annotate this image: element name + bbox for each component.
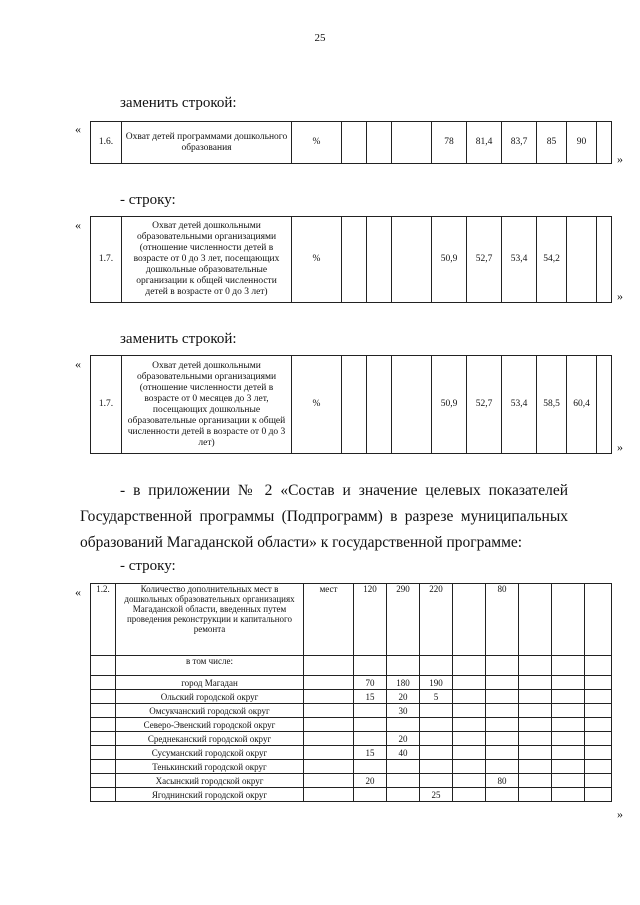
value-cell: 25 (420, 788, 453, 802)
indicator-name: Количество дополнительных мест в дошкольных образовательных организациях Магаданской области, введенных путем проведения реконструкции и капитального ремонта (116, 584, 304, 656)
value-cell (420, 760, 453, 774)
open-quote-2: « (75, 218, 81, 232)
value-cell: 81,4 (467, 122, 502, 164)
value-cell (453, 732, 486, 746)
value-cell (552, 760, 585, 774)
value-cell (486, 676, 519, 690)
municipality-name: Северо-Эвенский городской округ (116, 718, 304, 732)
value-cell (387, 774, 420, 788)
value-cell (552, 690, 585, 704)
value-cell: 90 (567, 122, 597, 164)
municipality-name: Среднеканский городской округ (116, 732, 304, 746)
value-cell (585, 746, 612, 760)
body-paragraph (80, 478, 568, 556)
value-cell (585, 718, 612, 732)
value-cell (519, 704, 552, 718)
value-cell (486, 746, 519, 760)
indicator-name: Охват детей дошкольными образовательными организациями (отношение численности детей в возрасте от 0 месяцев до 3 лет, посещающих дошкольные образовательные организации к общей численности детей в возрасте от 0 до 3 лет) (122, 356, 292, 454)
value-cell (453, 584, 486, 656)
value-cell (453, 788, 486, 802)
value-cell (420, 718, 453, 732)
row-number: 1.7. (91, 356, 122, 454)
value-cell (519, 676, 552, 690)
value-cell (453, 704, 486, 718)
unit-cell: мест (304, 584, 354, 656)
value-cell (597, 217, 612, 303)
value-cell (486, 704, 519, 718)
value-cell (519, 584, 552, 656)
value-cell (387, 788, 420, 802)
value-cell (567, 217, 597, 303)
value-cell: 58,5 (537, 356, 567, 454)
value-cell: 30 (387, 704, 420, 718)
replace-line-label-1: заменить строкой: (120, 95, 237, 111)
value-cell (597, 122, 612, 164)
table-row (91, 746, 612, 760)
value-cell (453, 760, 486, 774)
value-cell: 80 (486, 774, 519, 788)
sub-label: в том числе: (116, 656, 304, 676)
value-cell: 180 (387, 676, 420, 690)
page-number: 25 (314, 32, 326, 44)
value-cell (420, 746, 453, 760)
value-cell: 20 (387, 690, 420, 704)
value-cell (486, 718, 519, 732)
value-cell (585, 704, 612, 718)
value-cell (552, 584, 585, 656)
municipality-name: Омсукчанский городской округ (116, 704, 304, 718)
value-cell (420, 732, 453, 746)
value-cell (453, 676, 486, 690)
value-cell: 20 (387, 732, 420, 746)
value-cell (585, 732, 612, 746)
close-quote-4: » (617, 807, 623, 821)
value-cell: 290 (387, 584, 420, 656)
value-cell (585, 690, 612, 704)
indicator-table-1 (90, 121, 612, 164)
table-row (91, 704, 612, 718)
close-quote-3: » (617, 440, 623, 454)
value-cell (354, 718, 387, 732)
value-cell (552, 774, 585, 788)
value-cell (420, 774, 453, 788)
indicator-table-3 (90, 355, 612, 454)
municipality-name: Ягоднинский городской округ (116, 788, 304, 802)
value-cell (519, 760, 552, 774)
paragraph-line: - в приложении № 2 «Состав и значение целевых показателей (120, 482, 568, 499)
value-cell: 78 (432, 122, 467, 164)
value-cell (367, 217, 392, 303)
municipality-name: Ольский городской округ (116, 690, 304, 704)
paragraph-line: образований Магаданской области» к государственной программе: (80, 534, 523, 551)
value-cell: 52,7 (467, 217, 502, 303)
municipality-name: Сусуманский городской округ (116, 746, 304, 760)
value-cell: 53,4 (502, 217, 537, 303)
value-cell: 54,2 (537, 217, 567, 303)
value-cell: 220 (420, 584, 453, 656)
value-cell (552, 746, 585, 760)
value-cell (519, 690, 552, 704)
close-quote-1: » (617, 152, 623, 166)
table-row (91, 774, 612, 788)
value-cell: 85 (537, 122, 567, 164)
value-cell (552, 718, 585, 732)
open-quote-3: « (75, 357, 81, 371)
indicator-name: Охват детей дошкольными образовательными организациями (отношение численности детей в возрасте от 0 до 3 лет, посещающих дошкольные образовательные организации к общей численности детей в возрасте от 0 до 3 лет) (122, 217, 292, 303)
value-cell: 15 (354, 690, 387, 704)
row-number: 1.7. (91, 217, 122, 303)
value-cell (342, 122, 367, 164)
value-cell (453, 746, 486, 760)
value-cell (420, 704, 453, 718)
line-label-2: - строку: (120, 558, 176, 574)
value-cell (342, 217, 367, 303)
open-quote-1: « (75, 122, 81, 136)
value-cell (367, 122, 392, 164)
table-row (91, 732, 612, 746)
unit-cell: % (292, 356, 342, 454)
row-number: 1.6. (91, 122, 122, 164)
value-cell: 70 (354, 676, 387, 690)
value-cell (585, 760, 612, 774)
value-cell (453, 690, 486, 704)
value-cell (354, 704, 387, 718)
value-cell (342, 356, 367, 454)
value-cell: 50,9 (432, 217, 467, 303)
value-cell (354, 788, 387, 802)
value-cell: 52,7 (467, 356, 502, 454)
indicator-table-2 (90, 216, 612, 303)
value-cell (597, 356, 612, 454)
unit-cell: % (292, 217, 342, 303)
table-row (91, 788, 612, 802)
value-cell (486, 760, 519, 774)
paragraph-line: Государственной программы (Подпрограмм) в разрезе муниципальных (80, 508, 568, 525)
table-row (91, 584, 612, 656)
value-cell (486, 788, 519, 802)
municipality-name: Тенькинский городской округ (116, 760, 304, 774)
value-cell (552, 704, 585, 718)
value-cell (552, 732, 585, 746)
value-cell (552, 676, 585, 690)
places-table (90, 583, 612, 802)
value-cell (392, 217, 432, 303)
unit-cell: % (292, 122, 342, 164)
replace-line-label-2: заменить строкой: (120, 331, 237, 347)
value-cell (387, 718, 420, 732)
value-cell (519, 774, 552, 788)
value-cell (519, 788, 552, 802)
value-cell (486, 732, 519, 746)
table-row (91, 122, 612, 164)
value-cell: 53,4 (502, 356, 537, 454)
value-cell: 80 (486, 584, 519, 656)
value-cell: 83,7 (502, 122, 537, 164)
value-cell (585, 788, 612, 802)
line-label-1: - строку: (120, 192, 176, 208)
table-row (91, 690, 612, 704)
value-cell (552, 788, 585, 802)
value-cell (519, 718, 552, 732)
value-cell: 50,9 (432, 356, 467, 454)
table-row (91, 760, 612, 774)
value-cell (453, 774, 486, 788)
value-cell (519, 746, 552, 760)
value-cell: 15 (354, 746, 387, 760)
value-cell: 190 (420, 676, 453, 690)
value-cell (585, 676, 612, 690)
value-cell (354, 732, 387, 746)
value-cell: 120 (354, 584, 387, 656)
value-cell (519, 732, 552, 746)
close-quote-2: » (617, 289, 623, 303)
table-row (91, 718, 612, 732)
municipality-name: город Магадан (116, 676, 304, 690)
value-cell (367, 356, 392, 454)
value-cell (354, 760, 387, 774)
value-cell (453, 718, 486, 732)
row-number: 1.2. (91, 584, 116, 656)
value-cell (392, 122, 432, 164)
table-row (91, 356, 612, 454)
value-cell (486, 690, 519, 704)
value-cell (585, 584, 612, 656)
value-cell: 40 (387, 746, 420, 760)
value-cell (585, 774, 612, 788)
table-row (91, 676, 612, 690)
value-cell: 5 (420, 690, 453, 704)
open-quote-4: « (75, 585, 81, 599)
table-row (91, 656, 612, 676)
value-cell: 20 (354, 774, 387, 788)
value-cell: 60,4 (567, 356, 597, 454)
indicator-name: Охват детей программами дошкольного образования (122, 122, 292, 164)
value-cell (387, 760, 420, 774)
municipality-name: Хасынский городской округ (116, 774, 304, 788)
table-row (91, 217, 612, 303)
value-cell (392, 356, 432, 454)
